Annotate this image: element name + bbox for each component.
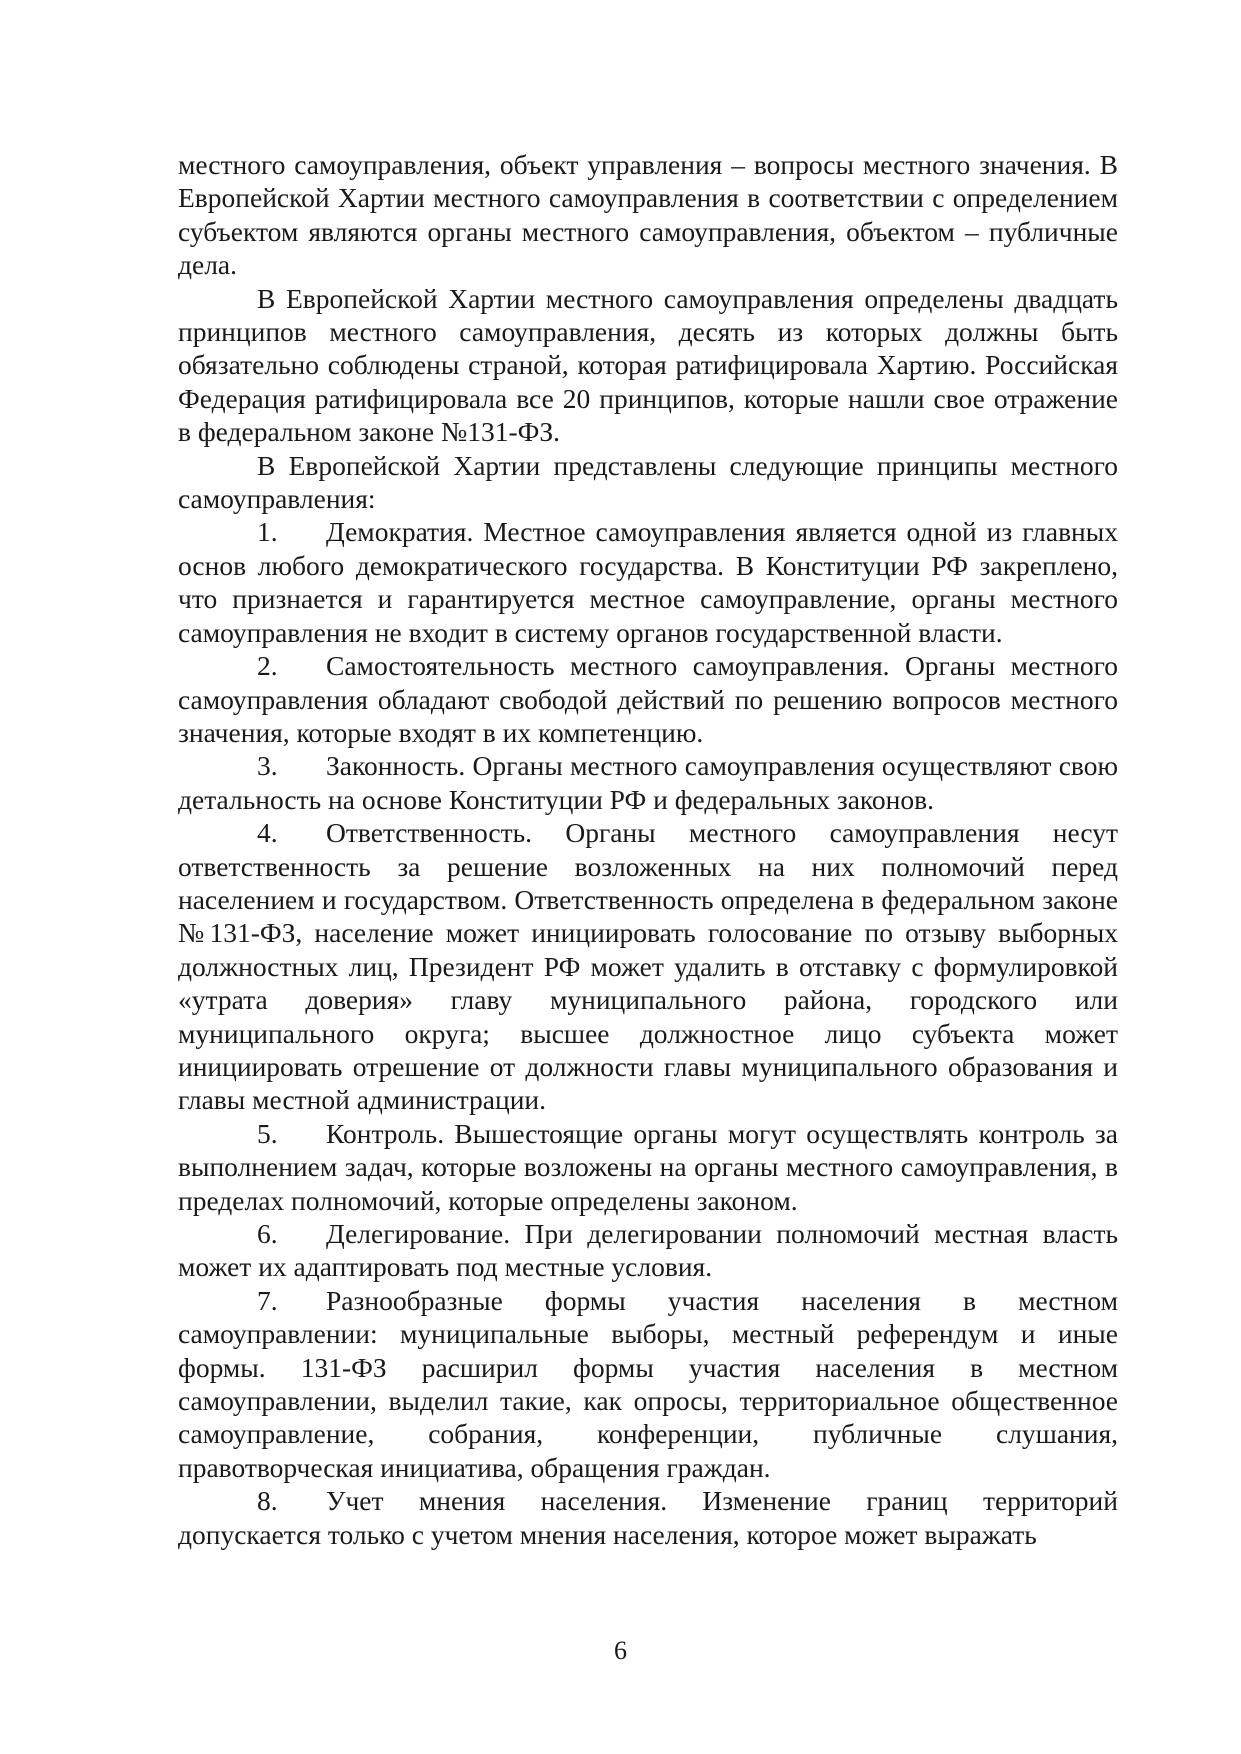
list-item xyxy=(178,515,1118,649)
list-item-number: 6. xyxy=(257,1218,278,1249)
paragraph: местного самоуправления, объект управления – вопросы местного значения. В Европейской Хартии местного самоуправления в соответствии с определением субъектом являются органы местного самоуправления, объектом – публичные дела. xyxy=(178,149,1118,281)
list-item-number: 3. xyxy=(257,750,278,782)
list-item-text: Законность. Органы местного самоуправления осуществляют свою детальность на основе Конституции РФ и федеральных законов. xyxy=(178,750,1118,815)
list-item xyxy=(178,649,1118,749)
list-item-number: 5. xyxy=(257,1117,278,1149)
list-item-text: Демократия. Местное самоуправления является одной из главных основ любого демократического государства. В Конституции РФ закреплено, что признается и гарантируется местное самоуправление, органы местного самоуправления не входит в систему органов государственной власти. xyxy=(178,516,1118,648)
list-item-number: 4. xyxy=(257,817,278,849)
list-item-text: Самостоятельность местного самоуправления. Органы местного самоуправления обладают свободой действий по решению вопросов местного значения, которые входят в их компетенцию. xyxy=(178,650,1118,748)
list-item xyxy=(178,1217,1118,1284)
list-item-text: Контроль. Вышестоящие органы могут осуществлять контроль за выполнением задач, которые возложены на органы местного самоуправления, в пределах полномочий, которые определены законом. xyxy=(178,1117,1118,1216)
list-item xyxy=(178,816,1118,1117)
list-item xyxy=(178,1117,1118,1217)
list-item-text: Учет мнения населения. Изменение границ территорий допускается только с учетом мнения населения, которое может выражать xyxy=(178,1485,1118,1550)
list-item-text: Разнообразные формы участия населения в местном самоуправлении: муниципальные выборы, местный референдум и иные формы. 131-ФЗ расширил формы участия населения в местном самоуправлении, выделил такие, как опросы, территориальное общественное самоуправление, собрания, конференции, публичные слушания, правотворческая инициатива, обращения граждан. xyxy=(178,1284,1118,1483)
list-item xyxy=(178,1484,1118,1551)
list-item-text: Ответственность. Органы местного самоуправления несут ответственность за решение возложенных на них полномочий перед населением и государством. Ответственность определена в федеральном законе №131-ФЗ, население может инициировать голосование по отзыву выборных должностных лиц, Президент РФ может удалить в отставку с формулировкой «утрата доверия» главу муниципального района, городского или муниципального округа; высшее должностное лицо субъекта может инициировать отрешение от должности главы муниципального образования и главы местной администрации. xyxy=(178,817,1118,1116)
list-item xyxy=(178,749,1118,816)
page-number: 6 xyxy=(614,1636,627,1665)
list-item-number: 2. xyxy=(257,650,278,682)
paragraph: В Европейской Хартии местного самоуправления определены двадцать принципов местного самоуправления, десять из которых должны быть обязательно соблюдены страной, которая ратифицировала Хартию. Российская Федерация ратифицировала все 20 принципов, которые нашли свое отражение в федеральном законе №131-ФЗ. xyxy=(178,282,1118,448)
paragraph: В Европейской Хартии представлены следующие принципы местного самоуправления: xyxy=(178,449,1118,515)
list-item-text: Делегирование. При делегировании полномочий местная власть может их адаптировать под местные условия. xyxy=(178,1218,1118,1283)
list-item-number: 7. xyxy=(257,1284,278,1316)
list-item-number: 1. xyxy=(257,516,278,548)
list-item-number: 8. xyxy=(257,1485,278,1517)
document-body xyxy=(178,148,1118,1551)
list-item xyxy=(178,1284,1118,1484)
